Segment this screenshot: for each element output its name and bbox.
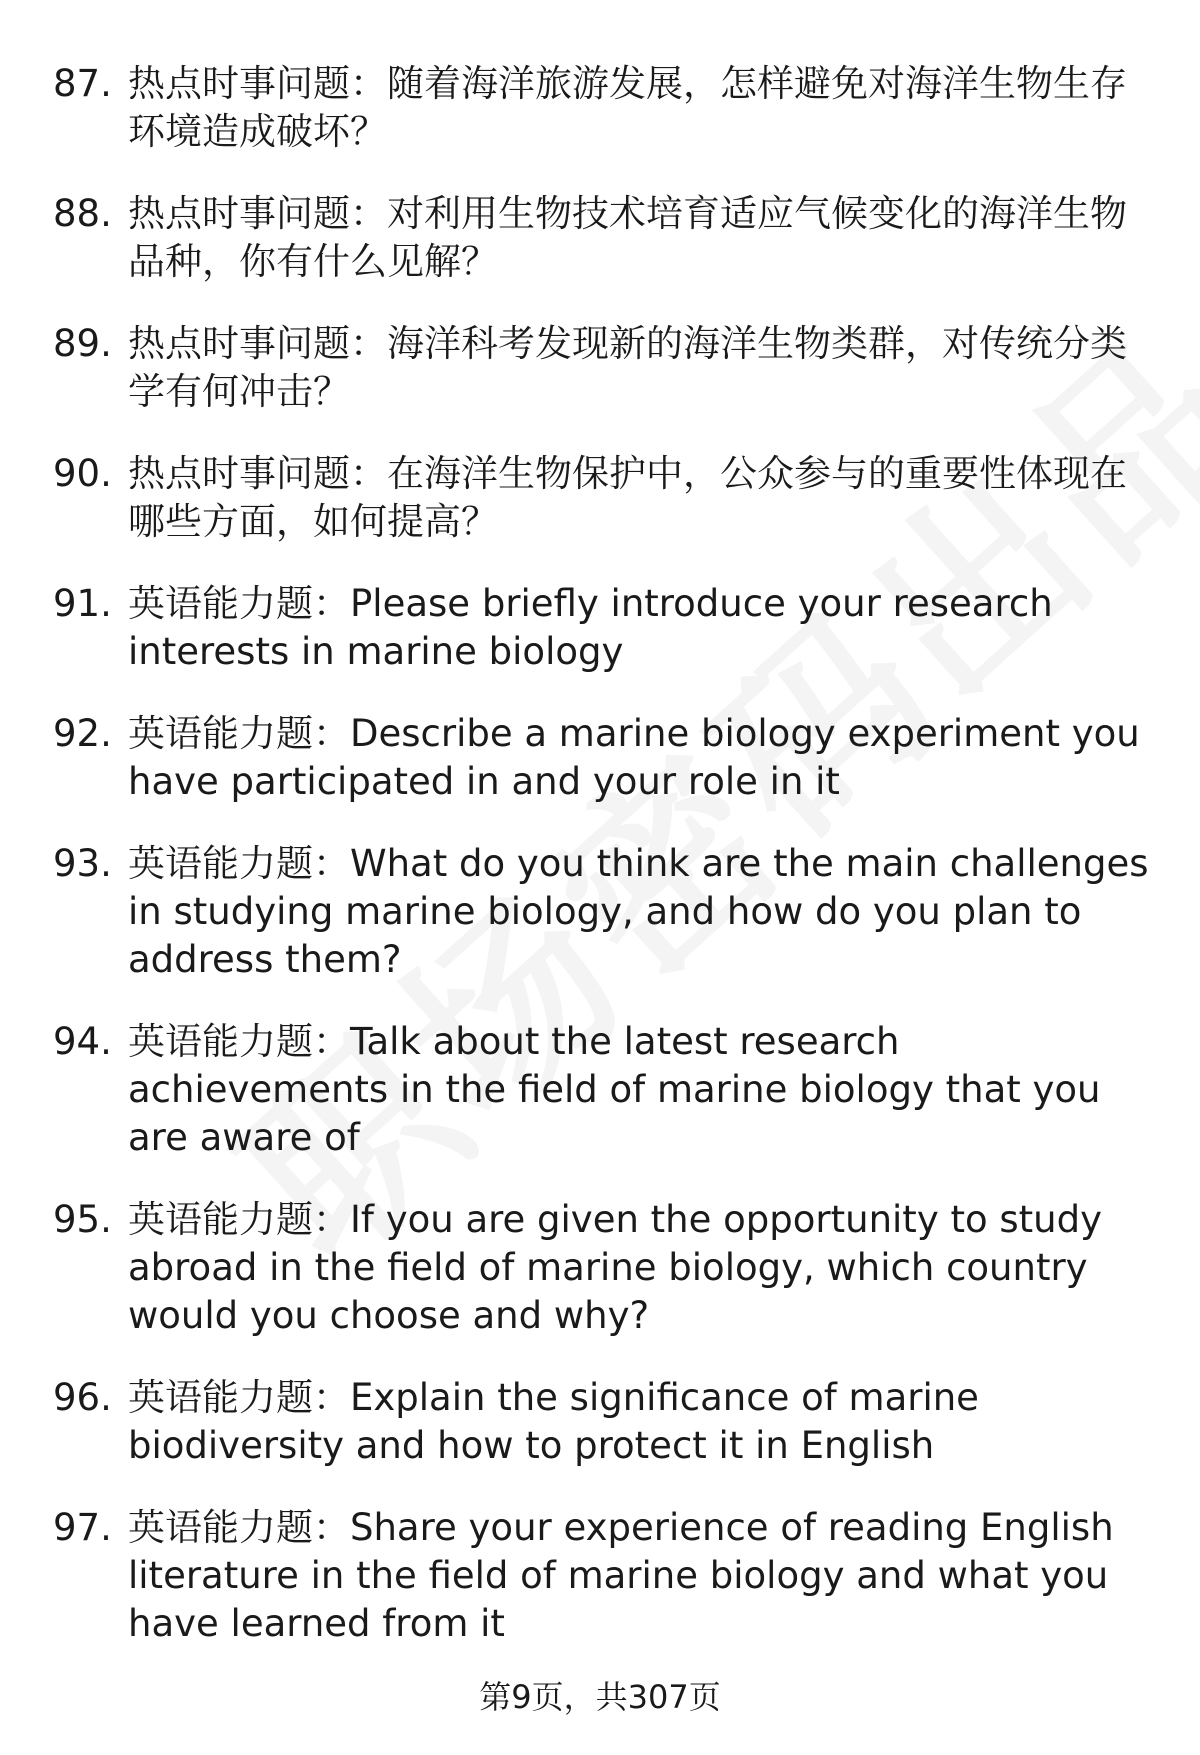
question-text: 英语能力题：If you are given the opportunity to study abroad in the field of marine biology, which country would you choose and why?: [128, 1198, 1102, 1337]
question-number: 96.: [53, 1376, 112, 1419]
question-item: [0, 1374, 1200, 1470]
question-text: 热点时事问题：海洋科考发现新的海洋生物类群，对传统分类学有何冲击？: [128, 322, 1127, 413]
page-number-footer: 第9页，共307页: [479, 1678, 721, 1716]
question-item: [0, 60, 1200, 156]
question-item: [0, 190, 1200, 286]
question-number: 89.: [53, 322, 112, 365]
question-item: [0, 580, 1200, 676]
question-item: [0, 840, 1200, 984]
question-text: 英语能力题：Explain the significance of marine biodiversity and how to protect it in English: [128, 1376, 979, 1467]
question-number: 93.: [53, 842, 112, 885]
question-text: 英语能力题：Share your experience of reading English literature in the field of marine biology and what you have learned from it: [128, 1506, 1114, 1645]
question-item: [0, 1504, 1200, 1648]
question-item: [0, 1018, 1200, 1162]
question-item: [0, 710, 1200, 806]
question-item: [0, 1196, 1200, 1340]
question-number: 90.: [53, 452, 112, 495]
question-text: 英语能力题：What do you think are the main challenges in studying marine biology, and how do you plan to address them?: [128, 842, 1149, 981]
question-text: 英语能力题：Talk about the latest research achievements in the field of marine biology that you are aware of: [128, 1020, 1101, 1159]
question-text: 热点时事问题：随着海洋旅游发展，怎样避免对海洋生物生存环境造成破坏？: [128, 62, 1127, 153]
question-text: 热点时事问题：对利用生物技术培育适应气候变化的海洋生物品种，你有什么见解？: [128, 192, 1127, 283]
question-number: 92.: [53, 712, 112, 755]
question-number: 88.: [53, 192, 112, 235]
question-item: [0, 450, 1200, 546]
question-number: 95.: [53, 1198, 112, 1241]
question-number: 87.: [53, 62, 112, 105]
question-list: [0, 60, 1200, 1682]
question-text: 热点时事问题：在海洋生物保护中，公众参与的重要性体现在哪些方面，如何提高？: [128, 452, 1127, 543]
question-number: 91.: [53, 582, 112, 625]
question-number: 94.: [53, 1020, 112, 1063]
question-text: 英语能力题：Please briefly introduce your research interests in marine biology: [128, 582, 1053, 673]
question-item: [0, 320, 1200, 416]
question-number: 97.: [53, 1506, 112, 1549]
question-text: 英语能力题：Describe a marine biology experiment you have participated in and your role in it: [128, 712, 1140, 803]
